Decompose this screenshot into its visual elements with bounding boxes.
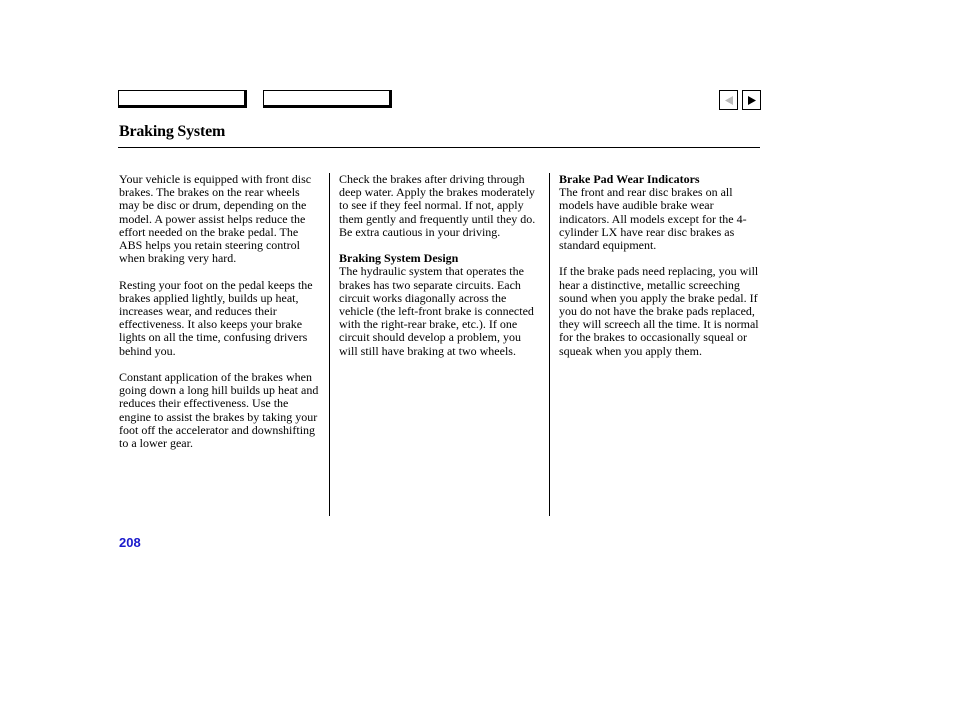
paragraph: The hydraulic system that operates the brakes has two separate circuits. Each circuit works diagonally across the vehicle (the left-front brake is connected with the right-rear brake, etc.). If one circuit should develop a problem, you will still have braking at two wheels. bbox=[339, 264, 534, 358]
section-heading: Brake Pad Wear Indicators bbox=[559, 172, 700, 186]
paragraph: Check the brakes after driving through deep water. Apply the brakes moderately to see if they feel normal. If not, apply them gently and frequently until they do. Be extra cautious in your driving. bbox=[339, 172, 536, 239]
column-divider bbox=[329, 173, 330, 516]
next-page-button[interactable] bbox=[742, 90, 761, 110]
paragraph: The front and rear disc brakes on all models have audible brake wear indicators. All models except for the 4-cylinder LX have rear disc brakes as standard equipment. bbox=[559, 185, 747, 253]
main-menu-button[interactable] bbox=[118, 90, 247, 108]
title-divider bbox=[118, 147, 760, 148]
page-title: Braking System bbox=[119, 123, 226, 140]
paragraph: Your vehicle is equipped with front disc brakes. The brakes on the rear wheels may be disc or drum, depending on the model. A power assist helps reduce the effort needed on the brake pedal. The ABS helps you retain steering control when braking very hard. bbox=[119, 172, 312, 266]
triangle-right-icon bbox=[748, 96, 756, 105]
section-heading: Braking System Design bbox=[339, 251, 459, 266]
column-3 bbox=[559, 173, 762, 371]
triangle-left-icon bbox=[725, 96, 733, 105]
paragraph: Constant application of the brakes when going down a long hill builds up heat and reduces their effectiveness. Use the engine to assist the brakes by taking your foot off the accelerator and downshifting to a lower gear. bbox=[119, 370, 319, 451]
column-divider bbox=[549, 173, 550, 516]
prev-page-button[interactable] bbox=[719, 90, 738, 110]
index-button[interactable] bbox=[263, 90, 392, 108]
page-number: 208 bbox=[119, 535, 141, 550]
paragraph: Resting your foot on the pedal keeps the brakes applied lightly, builds up heat, increases wear, and reduces their effectiveness. It also keeps your brake lights on all the time, confusing drivers behind you. bbox=[119, 277, 313, 358]
column-2 bbox=[339, 173, 542, 371]
paragraph: If the brake pads need replacing, you will hear a distinctive, metallic screeching sound when you apply the brake pedal. If you do not have the brake pads replaced, they will screech all the time. It is normal for the brakes to occasionally squeal or squeak when you apply them. bbox=[559, 264, 759, 358]
column-1 bbox=[119, 173, 321, 463]
